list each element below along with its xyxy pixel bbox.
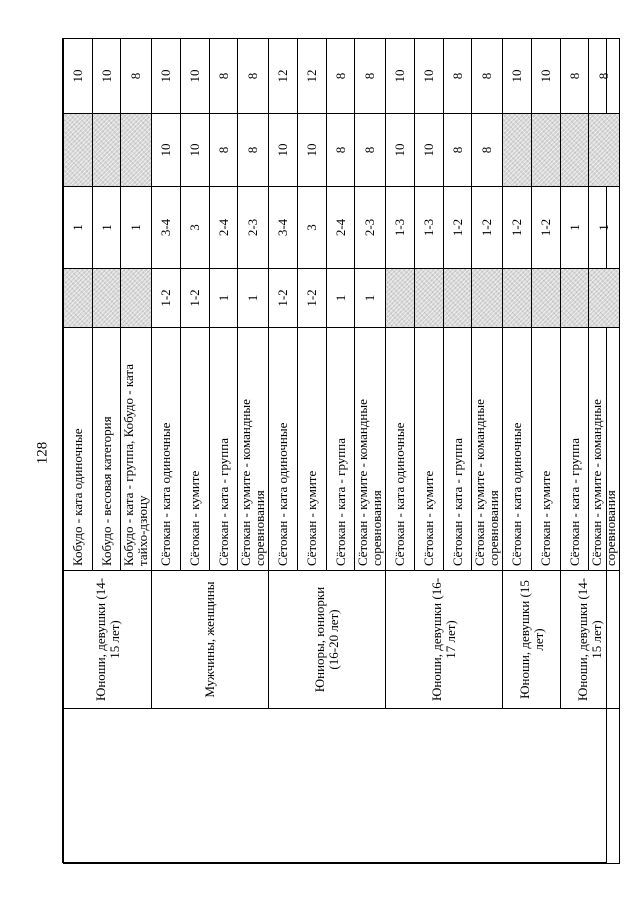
- value-cell-4: 8: [238, 39, 269, 114]
- value-cell-1: [589, 269, 620, 328]
- discipline-cell: Сётокан - ката - группа: [443, 328, 472, 571]
- value-cell-2: 1: [64, 187, 93, 269]
- value-cell-4: 10: [181, 39, 210, 114]
- value-cell-1: [443, 269, 472, 328]
- value-cell-1: 1: [326, 269, 355, 328]
- value-cell-2: 3-4: [152, 187, 181, 269]
- value-cell-4: 10: [64, 39, 93, 114]
- value-cell-2: 1-2: [443, 187, 472, 269]
- value-cell-3: 8: [238, 114, 269, 187]
- value-cell-2: 1: [589, 187, 620, 269]
- value-cell-4: 8: [443, 39, 472, 114]
- age-group-cell: Юноши, девушки (15 лет): [503, 571, 560, 709]
- value-cell-1: [415, 269, 444, 328]
- value-cell-2: 1: [121, 187, 152, 269]
- value-cell-3: 8: [209, 114, 238, 187]
- value-cell-3: [560, 114, 589, 187]
- value-cell-2: 1-2: [503, 187, 532, 269]
- age-group-cell: Юниоры, юниорки (16-20 лет): [269, 571, 386, 709]
- value-cell-4: 12: [298, 39, 327, 114]
- age-group-cell: Юноши, девушки (14-15 лет): [64, 571, 152, 709]
- value-cell-3: 8: [326, 114, 355, 187]
- value-cell-1: [472, 269, 503, 328]
- value-cell-2: 1-2: [472, 187, 503, 269]
- value-cell-2: 1: [92, 187, 121, 269]
- value-cell-2: 3-4: [269, 187, 298, 269]
- value-cell-1: 1: [355, 269, 386, 328]
- value-cell-4: 8: [560, 39, 589, 114]
- value-cell-1: [386, 269, 415, 328]
- value-cell-1: 1: [209, 269, 238, 328]
- discipline-cell: Сётокан - кумите: [181, 328, 210, 571]
- value-cell-2: 1-3: [415, 187, 444, 269]
- value-cell-2: 2-3: [238, 187, 269, 269]
- value-cell-2: 1-3: [386, 187, 415, 269]
- discipline-cell: Кобудо - ката - группа, Кобудо - ката тайхо-дзюцу: [121, 328, 152, 571]
- value-cell-4: 10: [386, 39, 415, 114]
- value-cell-3: [589, 114, 620, 187]
- value-cell-3: 10: [181, 114, 210, 187]
- value-cell-4: 8: [121, 39, 152, 114]
- discipline-cell: Сётокан - кумите: [532, 328, 561, 571]
- discipline-cell: Сётокан - ката - группа: [209, 328, 238, 571]
- discipline-cell: Сётокан - кумите - командные соревнования: [472, 328, 503, 571]
- value-cell-1: 1-2: [269, 269, 298, 328]
- empty-first-column: [64, 709, 620, 864]
- value-cell-3: 10: [269, 114, 298, 187]
- results-table: [63, 38, 620, 864]
- value-cell-3: [64, 114, 93, 187]
- value-cell-1: [64, 269, 93, 328]
- discipline-cell: Сётокан - кумите - командные соревнования: [355, 328, 386, 571]
- age-group-cell: Юноши, девушки (14-15 лет): [560, 571, 620, 709]
- page-number: 128: [34, 441, 51, 465]
- value-cell-1: [532, 269, 561, 328]
- value-cell-4: 12: [269, 39, 298, 114]
- value-cell-4: 8: [472, 39, 503, 114]
- discipline-cell: Сётокан - ката одиночные: [386, 328, 415, 571]
- value-cell-3: [503, 114, 532, 187]
- table-frame: [62, 38, 619, 863]
- value-cell-4: 8: [355, 39, 386, 114]
- value-cell-1: 1-2: [152, 269, 181, 328]
- value-cell-3: [532, 114, 561, 187]
- value-cell-3: 10: [415, 114, 444, 187]
- value-cell-3: [121, 114, 152, 187]
- discipline-cell: Сётокан - ката одиночные: [269, 328, 298, 571]
- value-cell-3: 8: [472, 114, 503, 187]
- value-cell-4: 10: [92, 39, 121, 114]
- results-table-body: [64, 39, 620, 864]
- discipline-cell: Сётокан - кумите: [415, 328, 444, 571]
- discipline-cell: Сётокан - кумите - командные соревнования: [238, 328, 269, 571]
- value-cell-4: 10: [415, 39, 444, 114]
- value-cell-4: 8: [326, 39, 355, 114]
- value-cell-2: 2-3: [355, 187, 386, 269]
- table-row: [64, 39, 93, 864]
- value-cell-2: 2-4: [326, 187, 355, 269]
- rotated-table-container: [63, 39, 619, 864]
- value-cell-3: [92, 114, 121, 187]
- value-cell-3: 10: [386, 114, 415, 187]
- value-cell-2: 3: [181, 187, 210, 269]
- value-cell-4: 8: [209, 39, 238, 114]
- discipline-cell: Сётокан - ката - группа: [326, 328, 355, 571]
- value-cell-4: 10: [503, 39, 532, 114]
- value-cell-1: 1-2: [181, 269, 210, 328]
- discipline-cell: Сётокан - кумите - командные соревнования: [589, 328, 620, 571]
- value-cell-3: 8: [355, 114, 386, 187]
- discipline-cell: Сётокан - ката одиночные: [503, 328, 532, 571]
- value-cell-2: 1-2: [532, 187, 561, 269]
- value-cell-2: 3: [298, 187, 327, 269]
- value-cell-4: 10: [152, 39, 181, 114]
- discipline-cell: Сётокан - кумите: [298, 328, 327, 571]
- discipline-cell: Кобудо - весовая категория: [92, 328, 121, 571]
- discipline-cell: Сётокан - ката одиночные: [152, 328, 181, 571]
- value-cell-2: 2-4: [209, 187, 238, 269]
- value-cell-3: 10: [152, 114, 181, 187]
- discipline-cell: Кобудо - ката одиночные: [64, 328, 93, 571]
- value-cell-1: [121, 269, 152, 328]
- value-cell-1: [560, 269, 589, 328]
- discipline-cell: Сётокан - ката - группа: [560, 328, 589, 571]
- value-cell-1: 1-2: [298, 269, 327, 328]
- age-group-cell: Мужчины, женщины: [152, 571, 269, 709]
- value-cell-1: 1: [238, 269, 269, 328]
- value-cell-3: 8: [443, 114, 472, 187]
- value-cell-4: 8: [589, 39, 620, 114]
- age-group-cell: Юноши, девушки (16-17 лет): [386, 571, 503, 709]
- value-cell-4: 10: [532, 39, 561, 114]
- value-cell-3: 10: [298, 114, 327, 187]
- value-cell-2: 1: [560, 187, 589, 269]
- value-cell-1: [92, 269, 121, 328]
- value-cell-1: [503, 269, 532, 328]
